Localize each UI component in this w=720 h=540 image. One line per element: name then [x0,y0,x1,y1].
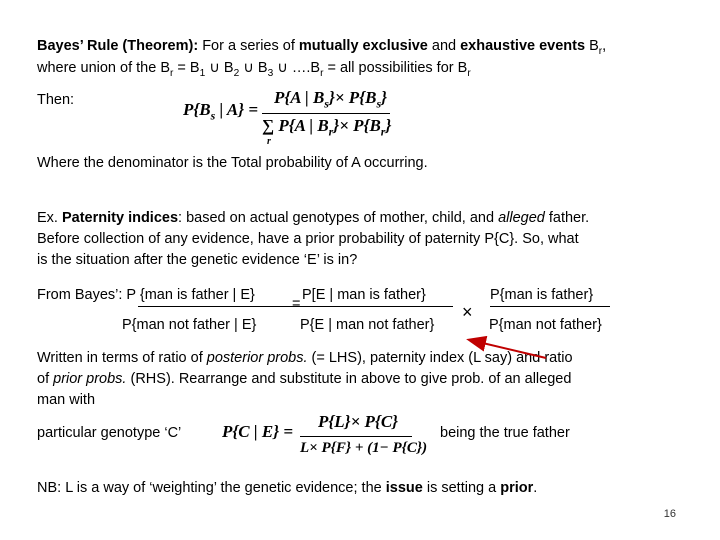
text: posterior probs. [206,350,308,366]
text: (= LHS), paternity index (L say) and ratio [307,350,573,366]
text: : based on actual genotypes of mother, child, and [178,210,499,226]
text: P{A | B [274,88,325,107]
bayes-equals: = [292,296,301,312]
text: }× P{B [328,88,377,107]
true-father-label: being the true father [440,425,570,441]
text: ∪ ….B [273,60,321,76]
text: = B [173,60,200,76]
example-line-2: Before collection of any evidence, have a prior probability of paternity P{C}. So, what [37,231,579,247]
multiply-sign: × [462,302,473,322]
nb-note [37,478,537,499]
text: For a series of [198,38,299,54]
text: prior [500,480,534,496]
bayes-likelihood-denominator: P{E | man not father} [300,317,435,333]
text: } [385,116,392,135]
subscript: r [170,67,174,79]
text: and [427,38,461,54]
text: Written in terms of ratio of [37,350,207,366]
exhaustive-events-term: exhaustive events [460,38,586,54]
text: prior probs. [53,371,127,387]
page-number: 16 [663,508,676,520]
text: ∪ B [239,60,268,76]
text: P{B [183,100,211,119]
bayes-lhs-denominator: P{man not father | E} [122,317,257,333]
text: alleged [498,210,545,226]
text: issue [385,480,423,496]
denominator-note: Where the denominator is the Total probability of A occurring. [37,155,428,171]
bayes-likelihood-numerator: P[E | man is father} [302,287,426,303]
subscript: 1 [199,67,206,79]
text: } [381,88,387,107]
subscript: r [328,124,334,139]
subscript: r [467,67,471,79]
text: | A} = [215,100,259,119]
subscript: r [380,124,386,139]
text: = all possibilities for B [323,60,468,76]
paternity-indices-term: Paternity indices [61,210,179,226]
sum-index: r [267,136,271,147]
bayes-prior-numerator: P{man is father} [490,287,594,303]
text: }× P{B [333,116,381,135]
subscript: r [320,67,324,79]
formula2-lhs: P{C | E} = [222,422,294,441]
text: ∑ P{A | B [262,116,329,135]
subscript: 2 [233,67,240,79]
text: of [37,371,54,387]
text: (RHS). Rearrange and substitute in above to give prob. of an alleged [126,371,572,387]
example-line-3: is the situation after the genetic evidence ‘E’ is in? [37,252,358,268]
subscript: r [598,45,603,57]
text: Ex. [37,210,62,226]
mutually-exclusive-term: mutually exclusive [298,38,428,54]
bayes-prior-denominator: P{man not father} [489,317,602,333]
text: , [602,38,607,54]
then-label: Then: [37,92,75,108]
text: where union of the B [37,60,171,76]
text: is setting a [422,480,501,496]
subscript: s [324,96,329,111]
text: B [585,38,599,54]
subscript: 3 [267,67,274,79]
text: ∪ B [205,60,234,76]
bayes-lhs-numerator: From Bayes’: P {man is father | E} [37,287,255,303]
formula2-fraction-bar [300,436,412,437]
subscript: s [376,96,382,111]
written-line-3: man with [37,392,96,408]
text: . [533,480,538,496]
bayes-rule-heading: Bayes’ Rule (Theorem): [37,38,199,54]
formula2-numerator: P{L}× P{C} [318,412,399,431]
subscript: s [210,108,216,123]
text: father. [544,210,590,226]
particular-genotype-label: particular genotype ‘C’ [37,425,182,441]
text: NB: L is a way of ‘weighting’ the genetic evidence; the [37,480,386,496]
formula2-denominator: L× P{F} + (1− P{C}) [300,440,428,456]
